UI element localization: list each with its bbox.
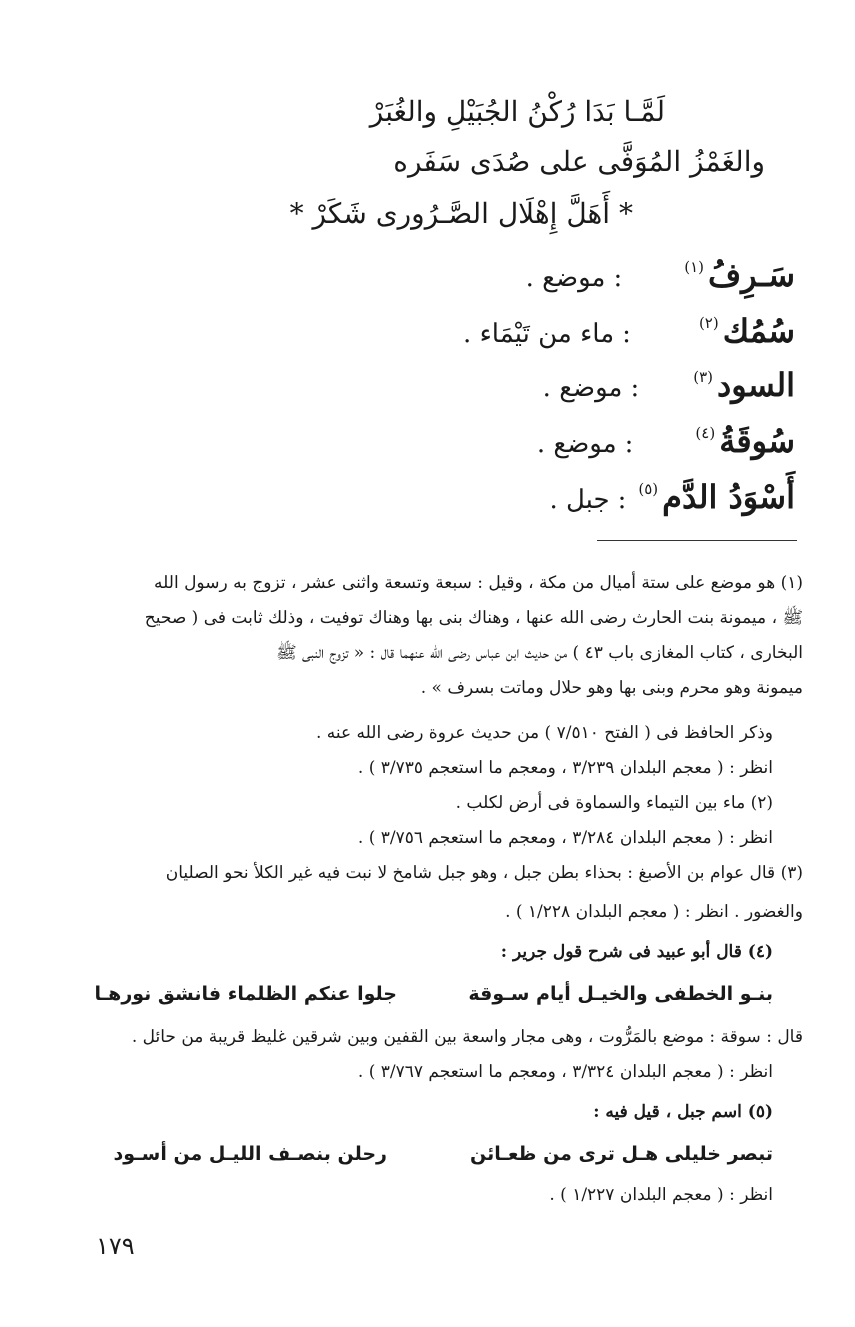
entry-colon: : xyxy=(613,263,623,293)
footnote-1-line-2: ﷺ ، ميمونة بنت الحارث رضى الله عنها ، وهناك بنى بها وهناك توفيت ، وذلك ثابت فى ( صحيح xyxy=(144,608,803,628)
page-number: ١٧٩ xyxy=(96,1232,135,1260)
entry-footnote-ref: (٤) xyxy=(695,424,716,442)
poem-line-3: * أَهَلَّ إِهْلَال الصَّـرُورى شَكَرْ * xyxy=(289,197,633,230)
entry-footnote-ref: (١) xyxy=(684,258,704,276)
entry-suqa xyxy=(537,418,795,464)
entry-definition: جبل . xyxy=(549,485,610,515)
entry-term: سُوقَةُ xyxy=(719,422,795,460)
entry-sarif xyxy=(526,252,795,298)
footnote-5-line-1: (٥) اسم جبل ، قيل فيه : xyxy=(593,1102,773,1122)
footnote-3-line-2: والغضور . انظر : ( معجم البلدان ١/٢٢٨ ) . xyxy=(505,902,803,922)
footnote-3-line-1: (٣) قال عوام بن الأصبغ : بحذاء بطن جبل ، وهو جبل شامخ لا نبت فيه غير الكلأ نحو الصليان xyxy=(165,863,803,883)
footnote-5-line-2: انظر : ( معجم البلدان ١/٢٢٧ ) . xyxy=(549,1185,773,1205)
entry-term: أَسْوَدُ الدَّم xyxy=(662,478,795,516)
footnote-4-line-3: انظر : ( معجم البلدان ٣/٣٢٤ ، ومعجم ما استعجم ٣/٧٦٧ ) . xyxy=(357,1062,773,1082)
entry-footnote-ref: (٥) xyxy=(638,480,659,498)
entry-term: سُمُك xyxy=(722,312,795,350)
entry-colon: : xyxy=(624,429,634,459)
footnote-5-verse-second-hemistich: رحلن بنصـف الليـل من أسـود xyxy=(113,1143,387,1165)
footnote-separator xyxy=(597,540,797,541)
entry-al-sud xyxy=(543,362,795,408)
entry-term: السود xyxy=(717,366,795,404)
entry-colon: : xyxy=(622,319,631,349)
poem-line-1: لَمَّـا بَدَا رُكْنُ الجُبَيْلِ والغُبَرْ xyxy=(369,95,665,128)
entry-definition: موضع . xyxy=(536,429,617,459)
footnote-1-line-6: انظر : ( معجم البلدان ٣/٢٣٩ ، ومعجم ما استعجم ٣/٧٣٥ ) . xyxy=(357,758,773,778)
poem-line-2: والغَمْزُ المُوَفَّى على صُدَى سَفَره xyxy=(393,145,765,178)
entry-sumuk xyxy=(463,308,795,354)
entry-footnote-ref: (٣) xyxy=(693,368,714,386)
footnote-5-verse-first-hemistich: تبصر خليلى هـل ترى من ظعـائن xyxy=(469,1143,773,1165)
footnote-1-line-1: (١) هو موضع على ستة أميال من مكة ، وقيل : سبعة وتسعة واثنى عشر ، تزوج به رسول الله xyxy=(154,573,803,593)
entry-term: سَـرِفُ xyxy=(707,256,795,294)
footnote-1-line-3: البخارى ، كتاب المغازى باب ٤٣ ) من حديث ابن عباس رضى الله عنهما قال : « تزوج النبى ﷺ xyxy=(276,643,803,663)
footnote-4-verse-first-hemistich: بنـو الخطفى والخيـل أيام سـوقة xyxy=(468,983,773,1005)
footnote-4-line-1: (٤) قال أبو عبيد فى شرح قول جرير : xyxy=(500,942,773,962)
entry-definition: موضع . xyxy=(542,373,623,403)
entry-colon: : xyxy=(617,485,627,515)
footnote-4-verse-second-hemistich: جلوا عنكم الظلماء فانشق نورهـا xyxy=(94,983,397,1005)
footnote-2-line-2: انظر : ( معجم البلدان ٣/٢٨٤ ، ومعجم ما استعجم ٣/٧٥٦ ) . xyxy=(357,828,773,848)
footnote-2-line-1: (٢) ماء بين التيماء والسماوة فى أرض لكلب . xyxy=(455,793,773,813)
entry-definition: ماء من تَيْمَاء . xyxy=(463,319,615,349)
entry-aswad-al-dam xyxy=(549,474,795,520)
footnote-4-line-2: قال : سوقة : موضع بالمَرُّوت ، وهى مجار واسعة بين القفين وبين شرقين غليظ قريبة من حائل . xyxy=(131,1027,803,1047)
footnote-1-line-4: ميمونة وهو محرم وبنى بها وهو حلال وماتت بسرف » . xyxy=(420,678,803,698)
entry-footnote-ref: (٢) xyxy=(698,314,719,332)
entry-colon: : xyxy=(630,373,640,403)
entry-definition: موضع . xyxy=(525,263,606,293)
footnote-1-line-5: وذكر الحافظ فى ( الفتح ٧/٥١٠ ) من حديث عروة رضى الله عنه . xyxy=(315,723,773,743)
